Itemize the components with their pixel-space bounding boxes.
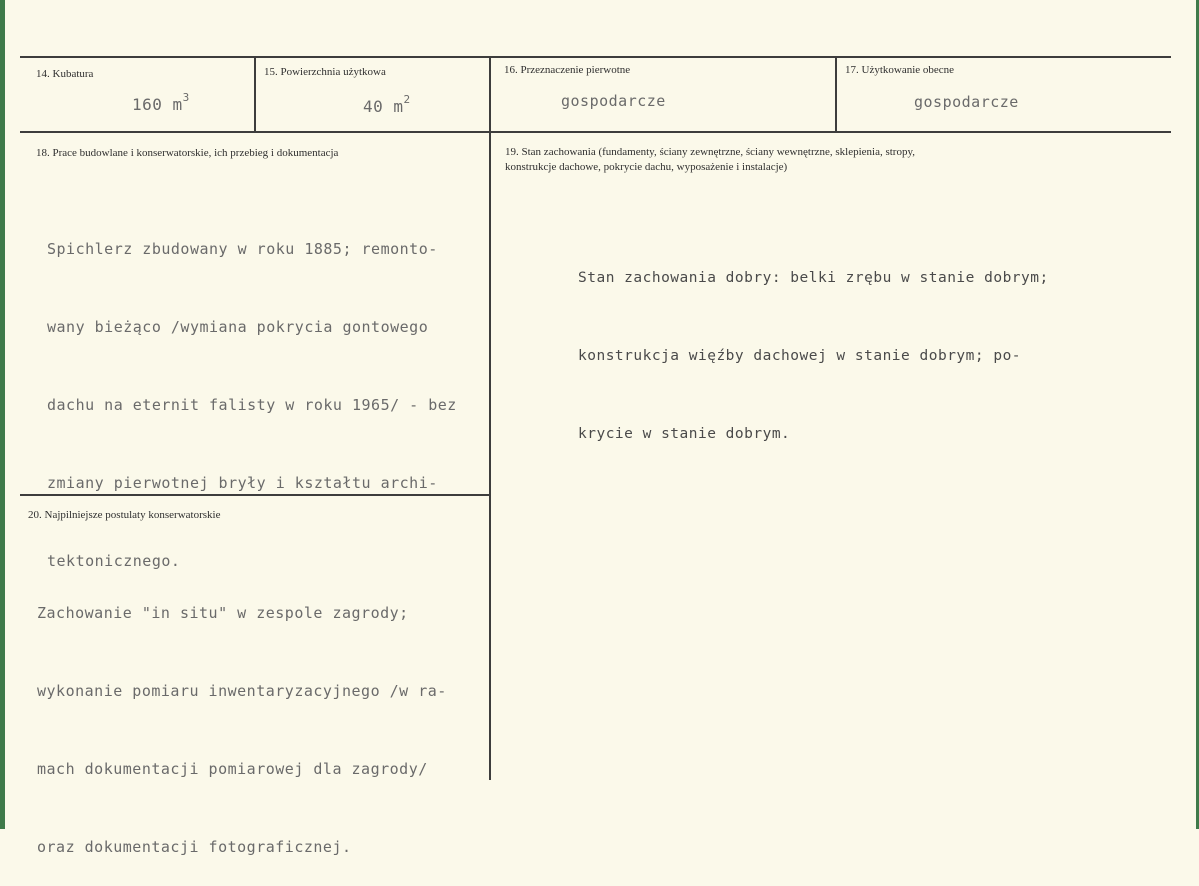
field-15-superscript: 2 xyxy=(403,93,411,106)
field-20-line: oraz dokumentacji fotograficznej. xyxy=(37,838,352,856)
top-rule xyxy=(20,56,1171,58)
field-15-number: 40 m xyxy=(363,97,404,116)
field-14-superscript: 3 xyxy=(182,91,190,104)
field-19-label-line: 19. Stan zachowania (fundamenty, ściany zewnętrzne, ściany wewnętrzne, sklepienia, stropy, xyxy=(505,146,916,158)
field-19-text xyxy=(578,213,1049,473)
col-divider-16-17 xyxy=(835,57,837,132)
field-17-label: 17. Użytkowanie obecne xyxy=(845,64,955,76)
field-14-number: 160 m xyxy=(132,95,183,114)
field-18-line: wany bieżąco /wymiana pokrycia gontowego xyxy=(47,318,429,336)
field-19-label-line: konstrukcje dachowe, pokrycie dachu, wyposażenie i instalacje) xyxy=(505,161,788,173)
field-19-line: konstrukcja więźby dachowej w stanie dobrym; po- xyxy=(578,348,1022,364)
field-14-label: 14. Kubatura xyxy=(36,68,94,80)
field-15-value xyxy=(363,94,411,122)
field-16-value: gospodarcze xyxy=(561,92,666,110)
field-18-line: tektonicznego. xyxy=(47,552,181,570)
field-18-line: zmiany pierwotnej bryły i kształtu archi- xyxy=(47,474,438,492)
col-divider-14-15 xyxy=(254,57,256,132)
field-18-line: Spichlerz zbudowany w roku 1885; remonto- xyxy=(47,240,438,258)
field-19-label xyxy=(505,145,915,175)
field-14-value xyxy=(132,92,190,120)
field-20-line: mach dokumentacji pomiarowej dla zagrody/ xyxy=(37,760,428,778)
left-edge-border xyxy=(0,0,5,829)
field-18-line: dachu na eternit falisty w roku 1965/ - bez xyxy=(47,396,457,414)
col-divider-main xyxy=(489,57,491,780)
field-18-label: 18. Prace budowlane i konserwatorskie, ich przebieg i dokumentacja xyxy=(36,147,339,159)
field-18-text xyxy=(47,184,457,600)
field-16-label: 16. Przeznaczenie pierwotne xyxy=(504,64,631,76)
row1-bottom-rule xyxy=(20,131,1171,133)
field-15-label: 15. Powierzchnia użytkowa xyxy=(264,66,386,78)
field-17-value: gospodarcze xyxy=(914,93,1019,111)
field-20-label: 20. Najpilniejsze postulaty konserwatorskie xyxy=(28,509,221,521)
field-20-line: wykonanie pomiaru inwentaryzacyjnego /w ra- xyxy=(37,682,447,700)
field-19-line: Stan zachowania dobry: belki zrębu w stanie dobrym; xyxy=(578,270,1049,286)
field-20-line: Zachowanie "in situ" w zespole zagrody; xyxy=(37,604,409,622)
field-20-text xyxy=(37,548,447,886)
field-19-line: krycie w stanie dobrym. xyxy=(578,426,791,442)
